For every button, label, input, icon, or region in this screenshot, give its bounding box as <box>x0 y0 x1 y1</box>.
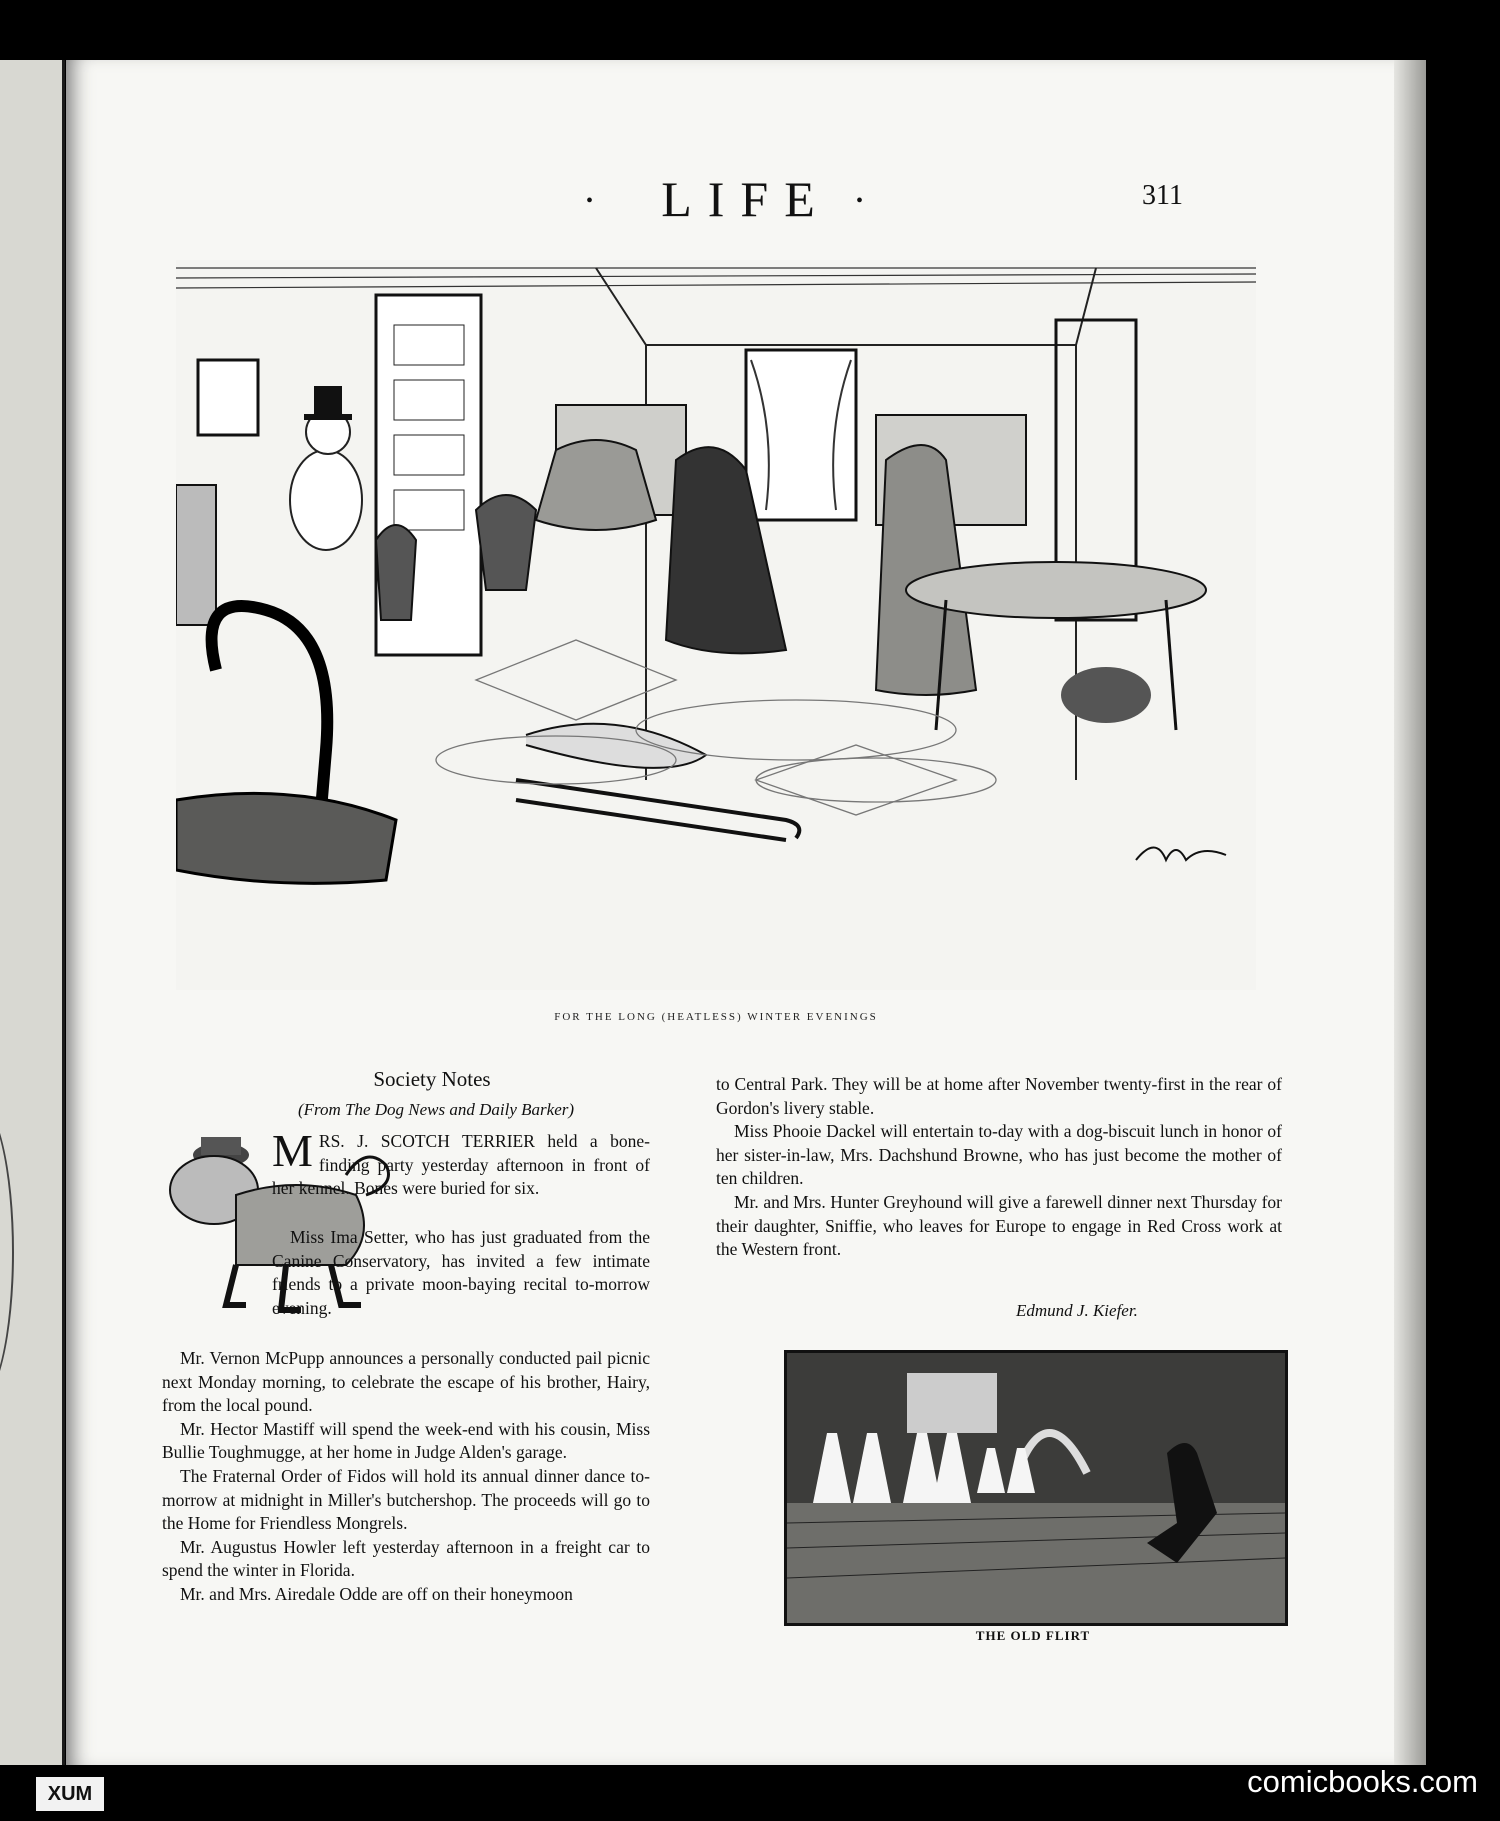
facing-page-edge <box>0 60 65 1765</box>
article-left-column-2 <box>162 1347 650 1607</box>
old-flirt-illustration <box>784 1350 1288 1626</box>
bottom-illustration-caption: THE OLD FLIRT <box>975 1628 1091 1643</box>
drop-cap: M <box>272 1125 313 1176</box>
paragraph: The Fraternal Order of Fidos will hold its annual dinner dance to-morrow at midnight in Miller's butchershop. The proceeds will go to the Home for Friendless Mongrels. <box>162 1465 650 1534</box>
winter-evenings-illustration <box>176 260 1256 990</box>
paragraph: Mr. Vernon McPupp announces a personally conducted pail picnic next Monday morning, to celebrate the escape of his brother, Hairy, from the local pound. <box>162 1348 650 1416</box>
top-illustration-caption: FOR THE LONG (HEATLESS) WINTER EVENINGS <box>554 1011 878 1023</box>
masthead-ornament-right: • <box>856 190 864 212</box>
lead-paragraph: RS. J. SCOTCH TERRIER held a bone-finding party yesterday afternoon in front of her kennel. Bones were buried for six. <box>272 1131 650 1199</box>
article-heading: Society Notes <box>373 1067 491 1091</box>
paragraph: Mr. and Mrs. Airedale Odde are off on their honeymoon <box>180 1583 573 1604</box>
magazine-page <box>66 60 1426 1765</box>
paragraph: Miss Ima Setter, who has just graduated from the Canine Conservatory, has invited a few intimate friends to a private moon-baying recital to-morrow evening. <box>272 1227 650 1318</box>
article-lead <box>272 1125 650 1201</box>
watermark: comicbooks.com <box>1247 1764 1478 1799</box>
article-left-column-1 <box>272 1226 650 1320</box>
paragraph: Mr. Hector Mastiff will spend the week-end with his cousin, Miss Bullie Toughmugge, at her home in Judge Alden's garage. <box>162 1418 650 1463</box>
paragraph: to Central Park. They will be at home after November twenty-first in the rear of Gordon's livery stable. <box>716 1074 1282 1118</box>
source-badge: XUM <box>36 1777 104 1811</box>
article-author: Edmund J. Kiefer. <box>1016 1301 1138 1320</box>
masthead-title: LIFE <box>661 171 831 227</box>
paragraph: Mr. and Mrs. Hunter Greyhound will give a farewell dinner next Thursday for their daughter, Sniffie, who leaves for Europe to engage in Red Cross work at the Western front. <box>716 1191 1282 1260</box>
page-number: 311 <box>1142 180 1183 211</box>
paragraph: Miss Phooie Dackel will entertain to-day with a dog-biscuit lunch in honor of her sister-in-law, Mrs. Dachshund Browne, who has just become the mother of ten children. <box>716 1121 1282 1189</box>
article-right-column <box>716 1073 1282 1262</box>
paragraph: Mr. Augustus Howler left yesterday afternoon in a freight car to spend the winter in Florida. <box>162 1536 650 1581</box>
article-source: (From The Dog News and Daily Barker) <box>297 1100 575 1119</box>
page-spine-shadow <box>1394 60 1426 1765</box>
masthead-ornament-left: • <box>586 190 594 212</box>
